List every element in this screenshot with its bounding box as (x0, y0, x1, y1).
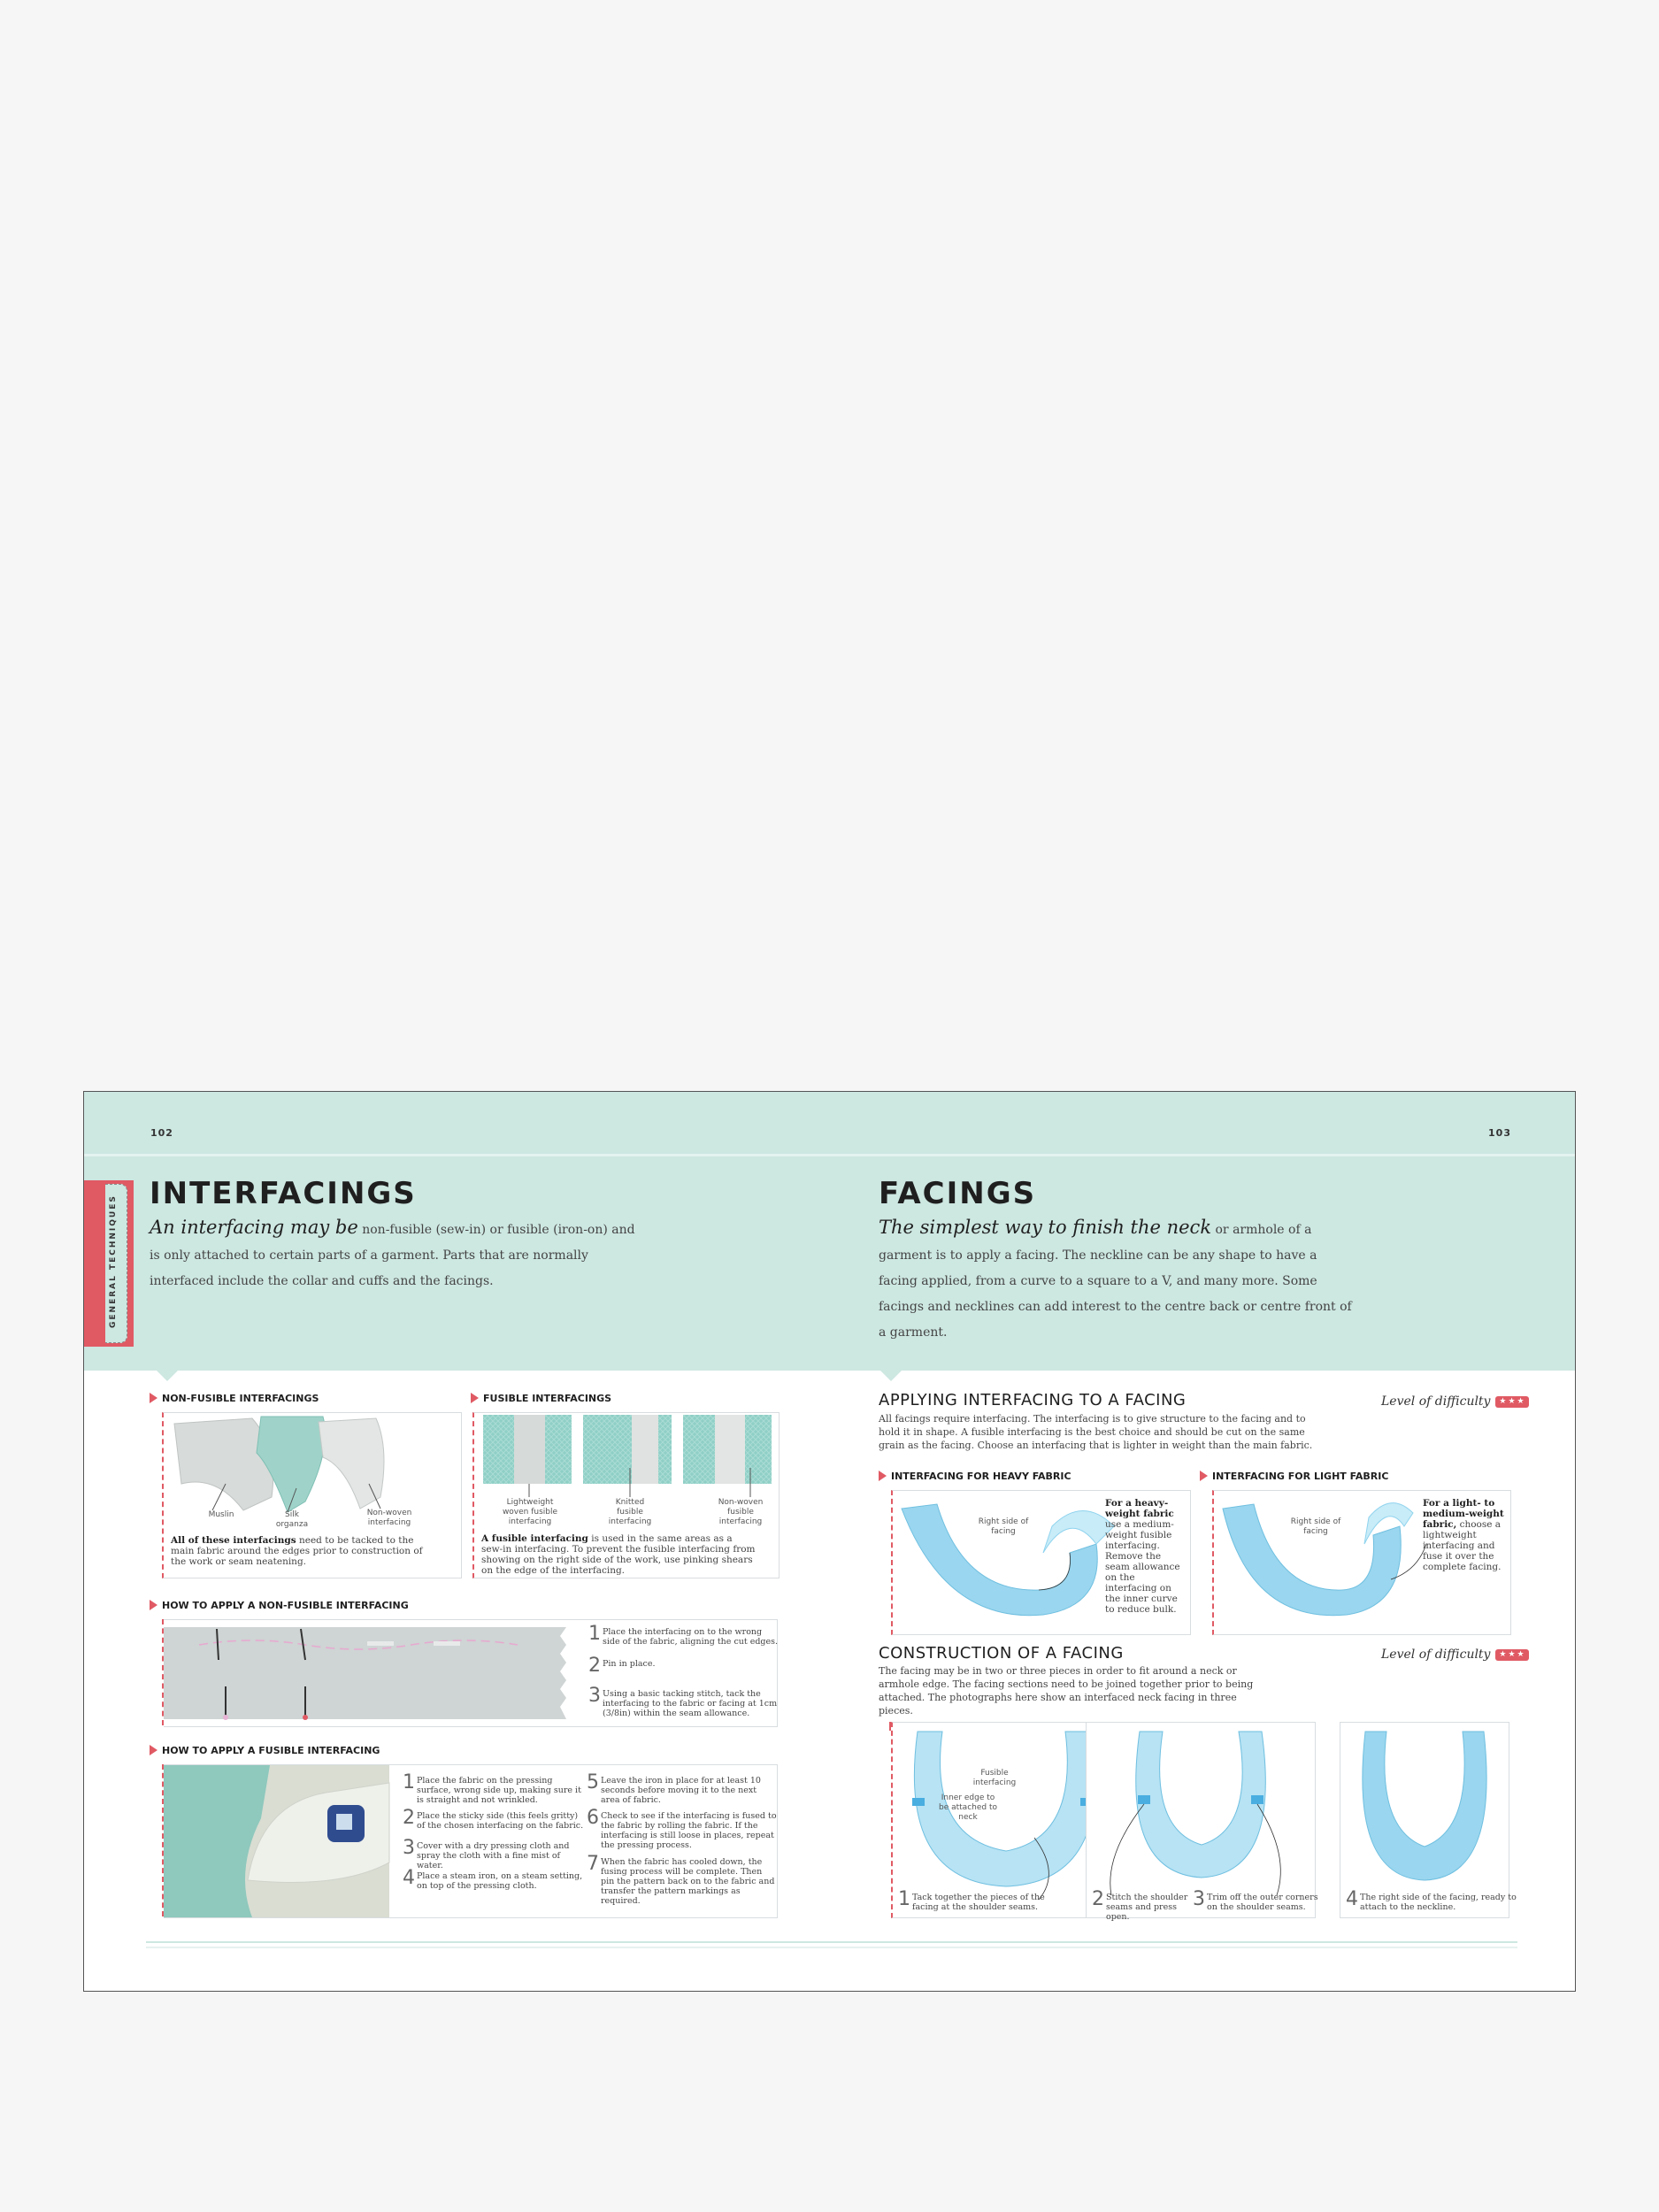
label-fusible: FUSIBLE INTERFACINGS (471, 1393, 611, 1404)
swatch-label-muslin: Muslin (208, 1510, 234, 1519)
step-f-7: 7 When the fabric has cooled down, the fusing process will be complete. Then pin the pattern back on to the fabric and transfer the pattern markings as required. (587, 1853, 775, 1906)
swatch-label-knitted: Knitted fusible interfacing (608, 1498, 652, 1526)
intro-lead: An interfacing may be (150, 1217, 358, 1238)
annotation-heavy: Right side of facing (978, 1517, 1029, 1536)
difficulty-badge-2: ★★★ (1495, 1649, 1529, 1661)
side-tab-label: GENERAL TECHNIQUES (109, 1194, 118, 1329)
heading-applying-interfacing: APPLYING INTERFACING TO A FACING (879, 1391, 1187, 1409)
annotation-fusible-interfacing: Fusible interfacing (972, 1769, 1017, 1787)
step-f-5: 5 Leave the iron in place for at least 10 seconds before moving it to the next area of fabric. (587, 1771, 761, 1805)
step-f-4: 4 Place a steam iron, on a steam setting, on top of the pressing cloth. (403, 1867, 583, 1891)
caption-light-rest: choose a lightweight interfacing and fuse it over the complete facing. (1423, 1519, 1502, 1572)
step-nf-2: 2 Pin in place. (588, 1655, 656, 1677)
caption-fusible-rest: is used in the same areas as a sew-in interfacing. To prevent the fusible interfacing from showing on the right side of the work, use pinking shears on the edge of the interfacing. (481, 1533, 756, 1576)
step-f-1: 1 Place the fabric on the pressing surface, wrong side up, making sure it is straight and not wrinkled. (403, 1771, 581, 1805)
intro-interfacings (150, 1215, 645, 1294)
step-nf-3: 3 Using a basic tacking stitch, tack the interfacing to the fabric or facing at 1cm (3/8in) within the seam allowance. (588, 1685, 778, 1718)
book-spread (83, 1091, 1576, 1992)
label-light-fabric: INTERFACING FOR LIGHT FABRIC (1200, 1471, 1388, 1482)
panel-construction-2 (1086, 1722, 1318, 1922)
caption-fusible (481, 1533, 756, 1576)
caption-heavy-rest: use a medium-weight fusible interfacing. Remove the seam allowance on the interfacing on the inner curve to reduce bulk. (1105, 1519, 1180, 1615)
band-notch-right (879, 1369, 903, 1381)
page-number-right: 103 (1488, 1127, 1511, 1139)
panel-heavy-fabric (891, 1490, 1191, 1635)
annotation-inner-edge: Inner edge to be attached to neck (939, 1793, 997, 1822)
construction-step-1: 1 Tack together the pieces of the facing at the shoulder seams. (898, 1888, 1045, 1912)
text-construction: The facing may be in two or three pieces in order to fit around a neck or armhole edge. The facing sections need to be joined together prior to being attached. The photographs here show an interfaced neck facing in three pieces. (879, 1665, 1254, 1717)
page-number-left: 102 (150, 1127, 173, 1139)
intro-lead-facings: The simplest way to finish the neck (879, 1217, 1212, 1238)
swatch-label-non-woven: Non-woven interfacing (366, 1509, 412, 1527)
panel-construction-3 (1340, 1722, 1517, 1918)
difficulty-construction: Level of difficulty ★★★ (1381, 1647, 1529, 1662)
side-tab (84, 1180, 134, 1347)
heading-construction: CONSTRUCTION OF A FACING (879, 1644, 1124, 1663)
panel-light-fabric (1212, 1490, 1511, 1635)
step-f-6: 6 Check to see if the interfacing is fused to the fabric by rolling the fabric. If the interfacing is still loose in places, repeat the pressing process. (587, 1807, 777, 1850)
label-how-non-fusible: HOW TO APPLY A NON-FUSIBLE INTERFACING (150, 1600, 409, 1611)
annotation-light: Right side of facing (1290, 1517, 1341, 1536)
swatch-label-non-woven-fusible: Non-woven fusible interfacing (718, 1498, 764, 1526)
facing-finished-illustration (1340, 1723, 1509, 1917)
difficulty-badge: ★★★ (1495, 1396, 1529, 1408)
caption-non-fusible-rest: need to be tacked to the main fabric around the edges prior to construction of the work or seam neatening. (171, 1535, 423, 1567)
panel-fusible (472, 1412, 780, 1578)
footer-line-2 (146, 1947, 1517, 1948)
page-title-interfacings: INTERFACINGS (150, 1176, 417, 1211)
tacking-photo (164, 1620, 571, 1726)
label-how-fusible: HOW TO APPLY A FUSIBLE INTERFACING (150, 1745, 380, 1756)
footer-line-1 (146, 1941, 1517, 1943)
construction-step-2: 2 Stitch the shoulder seams and press open. (1092, 1888, 1188, 1922)
panel-non-fusible (162, 1412, 462, 1578)
page-title-facings: FACINGS (879, 1176, 1037, 1211)
header-band-line (84, 1154, 1575, 1156)
intro-facings (879, 1215, 1356, 1346)
caption-non-fusible-bold: All of these interfacings (171, 1535, 296, 1546)
construction-step-4: 4 The right side of the facing, ready to attach to the neckline. (1346, 1888, 1517, 1912)
step-nf-1: 1 Place the interfacing on to the wrong side of the fabric, aligning the cut edges. (588, 1623, 779, 1647)
step-f-2: 2 Place the sticky side (this feels gritty) of the chosen interfacing on the fabric. (403, 1807, 584, 1831)
panel-how-non-fusible (164, 1619, 778, 1727)
caption-light (1423, 1498, 1504, 1572)
text-applying: All facings require interfacing. The interfacing is to give structure to the facing and to hold it in shape. A fusible interfacing is the best choice and should be cut on the same grain as the facing. Choose an interfacing that is lighter in weight than the main fabric. (879, 1413, 1313, 1451)
caption-fusible-bold: A fusible interfacing (481, 1533, 588, 1544)
intro-rest: non-fusible (sew-in) or fusible (iron-on) and is only attached to certain parts of a garment. Parts that are normally interfaced include the collar and cuffs and the facings. (150, 1223, 635, 1288)
band-notch-left (155, 1369, 180, 1381)
intro-rest-facings: or armhole of a garment is to apply a facing. The neckline can be any shape to have a facing applied, from a curve to a square to a V, and many more. Some facings and necklines can add interest to the centre back or centre front of a garment. (879, 1223, 1352, 1340)
difficulty-applying: Level of difficulty ★★★ (1381, 1394, 1529, 1409)
label-non-fusible: NON-FUSIBLE INTERFACINGS (150, 1393, 319, 1404)
caption-heavy (1105, 1498, 1185, 1615)
caption-non-fusible (171, 1535, 436, 1567)
caption-light-bold: For a light- to medium-weight fabric, (1423, 1498, 1504, 1530)
swatch-label-lightweight-woven: Lightweight woven fusible interfacing (502, 1498, 558, 1526)
iron-photo (164, 1765, 389, 1917)
swatch-label-silk-organza: Silk organza (275, 1510, 309, 1529)
panel-how-fusible (164, 1764, 778, 1918)
step-f-3: 3 Cover with a dry pressing cloth and spray the cloth with a fine mist of water. (403, 1837, 570, 1870)
construction-step-3: 3 Trim off the outer corners on the shoulder seams. (1193, 1888, 1318, 1912)
caption-heavy-bold: For a heavy-weight fabric (1105, 1498, 1174, 1519)
label-heavy-fabric: INTERFACING FOR HEAVY FABRIC (879, 1471, 1071, 1482)
